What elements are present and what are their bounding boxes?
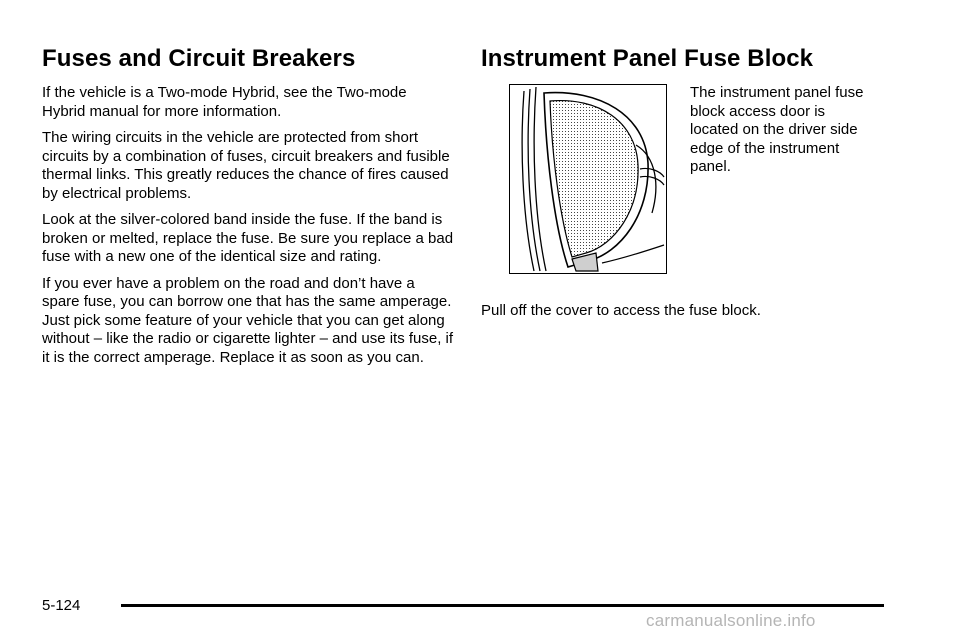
page-number: 5-124 bbox=[42, 597, 81, 614]
fuse-block-door-illustration bbox=[509, 84, 667, 274]
figure-caption: The instrument panel fuse block access door is located on the driver side edge of the instrument panel. bbox=[690, 84, 864, 175]
paragraph-silver-band: Look at the silver-colored band inside the fuse. If the band is broken or melted, replace the fuse. Be sure you replace a bad fuse with a new one of the identical size and rating. bbox=[42, 211, 454, 265]
paragraph-hybrid-note: If the vehicle is a Two-mode Hybrid, see the Two-mode Hybrid manual for more information. bbox=[42, 84, 407, 120]
paragraph-pull-cover: Pull off the cover to access the fuse block. bbox=[481, 302, 761, 319]
figure-row bbox=[481, 84, 921, 282]
paragraph-wiring-protection: The wiring circuits in the vehicle are protected from short circuits by a combination of fuses, circuit breakers and fusible thermal links. This greatly reduces the chance of fires caused by electrical problems. bbox=[42, 129, 450, 202]
section-title-fuses: Fuses and Circuit Breakers bbox=[42, 45, 356, 72]
fuse-door-drawing bbox=[510, 85, 665, 272]
right-column bbox=[481, 44, 921, 329]
footer-rule bbox=[121, 604, 884, 607]
section-title-instrument-panel: Instrument Panel Fuse Block bbox=[481, 45, 814, 72]
watermark: carmanualsonline.info bbox=[646, 611, 816, 630]
paragraph-spare-fuse: If you ever have a problem on the road and don’t have a spare fuse, you can borrow one that has the same amperage. Just pick some feature of your vehicle that you can get along without – like the radio or cigarette lighter – and use its fuse, if it is the correct amperage. Replace it as soon as you can. bbox=[42, 274, 454, 366]
left-column bbox=[42, 44, 454, 375]
